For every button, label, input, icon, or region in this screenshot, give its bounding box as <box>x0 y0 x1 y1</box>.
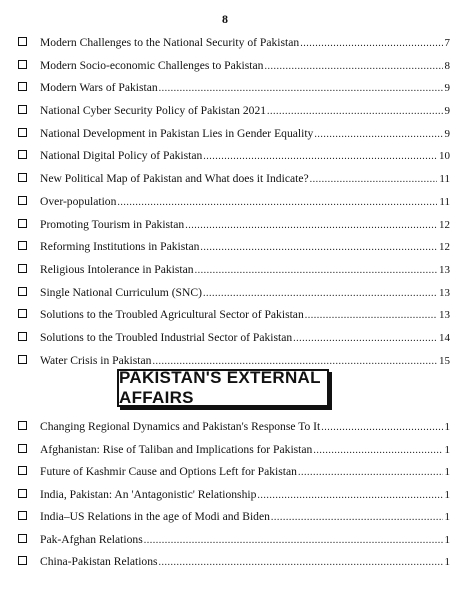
dot-leader <box>117 197 437 208</box>
toc-entry[interactable] <box>18 286 450 309</box>
toc-entry-page: 12 <box>439 241 450 254</box>
toc-entry-page: 1 <box>444 488 450 501</box>
toc-entry-title: National Development in Pakistan Lies in Gender Equality <box>40 126 314 140</box>
toc-entry-title: Future of Kashmir Cause and Options Left for Pakistan <box>40 465 297 478</box>
toc-entry-page: 7 <box>444 37 450 49</box>
toc-entry[interactable] <box>18 81 450 104</box>
checkbox-icon <box>18 556 27 565</box>
toc-entry[interactable] <box>18 195 450 218</box>
toc-entry[interactable] <box>18 510 450 533</box>
checkbox-icon <box>18 534 27 543</box>
toc-entry-title: India–US Relations in the age of Modi and Biden <box>40 510 270 523</box>
checkbox-icon <box>18 332 27 341</box>
checkbox-icon <box>18 355 27 364</box>
checkbox-icon <box>18 60 27 69</box>
toc-entry-title: New Political Map of Pakistan and What does it Indicate? <box>40 172 309 186</box>
toc-entry-page: 1 <box>444 421 450 433</box>
dot-leader <box>267 106 442 117</box>
toc-entry[interactable] <box>18 240 450 263</box>
toc-entry-page: 13 <box>439 309 450 322</box>
toc-entry[interactable] <box>18 488 450 511</box>
toc-entry-page: 10 <box>439 150 450 163</box>
toc-entry-title: Modern Socio-economic Challenges to Pakistan <box>40 58 264 72</box>
toc-entry[interactable] <box>18 59 450 82</box>
toc-internal-affairs <box>18 36 450 376</box>
dot-leader <box>293 333 437 344</box>
toc-entry[interactable] <box>18 420 450 443</box>
dot-leader <box>152 356 437 367</box>
checkbox-icon <box>18 37 27 46</box>
checkbox-icon <box>18 489 27 498</box>
toc-entry-title: Promoting Tourism in Pakistan <box>40 217 185 231</box>
checkbox-icon <box>18 264 27 273</box>
dot-leader <box>314 129 442 140</box>
toc-entry-page: 1 <box>444 556 450 568</box>
toc-entry-title: Modern Wars of Pakistan <box>40 81 158 95</box>
dot-leader <box>264 61 442 72</box>
toc-entry-page: 14 <box>439 331 450 344</box>
checkbox-icon <box>18 421 27 430</box>
dot-leader <box>159 83 443 94</box>
toc-entry-page: 12 <box>439 218 450 231</box>
toc-entry[interactable] <box>18 36 450 59</box>
checkbox-icon <box>18 309 27 318</box>
checkbox-icon <box>18 219 27 228</box>
toc-entry-title: Single National Curriculum (SNC) <box>40 285 202 299</box>
dot-leader <box>313 445 442 456</box>
dot-leader <box>271 512 443 523</box>
toc-entry[interactable] <box>18 149 450 172</box>
toc-entry-page: 13 <box>439 286 450 299</box>
dot-leader <box>305 310 437 321</box>
dot-leader <box>203 151 437 162</box>
toc-entry-title: Solutions to the Troubled Industrial Sector of Pakistan <box>40 330 293 344</box>
toc-entry-page: 9 <box>444 82 450 95</box>
dot-leader <box>298 467 443 478</box>
toc-entry[interactable] <box>18 555 450 578</box>
dot-leader <box>159 557 443 568</box>
toc-entry-title: Water Crisis in Pakistan <box>40 353 152 367</box>
checkbox-icon <box>18 241 27 250</box>
toc-entry-page: 9 <box>444 105 450 118</box>
checkbox-icon <box>18 287 27 296</box>
checkbox-icon <box>18 196 27 205</box>
toc-entry-page: 11 <box>439 173 450 186</box>
toc-entry[interactable] <box>18 443 450 466</box>
checkbox-icon <box>18 466 27 475</box>
toc-entry[interactable] <box>18 218 450 241</box>
checkbox-icon <box>18 105 27 114</box>
checkbox-icon <box>18 150 27 159</box>
toc-entry-title: Afghanistan: Rise of Taliban and Implications for Pakistan <box>40 442 313 456</box>
toc-external-affairs <box>18 420 450 578</box>
toc-entry-title: India, Pakistan: An 'Antagonistic' Relationship <box>40 487 257 501</box>
toc-entry-page: 13 <box>439 263 450 276</box>
checkbox-icon <box>18 511 27 520</box>
toc-entry[interactable] <box>18 308 450 331</box>
toc-entry-title: Solutions to the Troubled Agricultural Sector of Pakistan <box>40 308 304 322</box>
checkbox-icon <box>18 444 27 453</box>
toc-entry-title: Over-population <box>40 194 117 208</box>
section-heading: PAKISTAN'S EXTERNAL AFFAIRS <box>117 369 329 407</box>
toc-entry[interactable] <box>18 104 450 127</box>
toc-entry-title: National Cyber Security Policy of Pakistan 2021 <box>40 104 267 118</box>
checkbox-icon <box>18 82 27 91</box>
dot-leader <box>203 288 437 299</box>
toc-entry-title: Reforming Institutions in Pakistan <box>40 240 200 254</box>
checkbox-icon <box>18 128 27 137</box>
toc-entry[interactable] <box>18 172 450 195</box>
toc-entry-title: National Digital Policy of Pakistan <box>40 149 203 163</box>
toc-entry-page: 1 <box>444 443 450 456</box>
toc-entry-page: 15 <box>439 354 450 367</box>
dot-leader <box>310 174 438 185</box>
toc-entry-title: Changing Regional Dynamics and Pakistan's Response To It <box>40 420 321 433</box>
dot-leader <box>321 422 442 433</box>
toc-entry[interactable] <box>18 465 450 488</box>
dot-leader <box>195 265 437 276</box>
dot-leader <box>144 535 443 546</box>
toc-entry[interactable] <box>18 533 450 556</box>
toc-entry-title: China-Pakistan Relations <box>40 555 158 568</box>
toc-entry-page: 9 <box>444 127 450 140</box>
dot-leader <box>200 242 437 253</box>
checkbox-icon <box>18 173 27 182</box>
toc-entry[interactable] <box>18 127 450 150</box>
toc-entry-page: 11 <box>439 195 450 208</box>
toc-entry-page: 1 <box>444 511 450 523</box>
toc-entry-page: 8 <box>444 59 450 72</box>
toc-entry-page: 1 <box>444 533 450 546</box>
toc-entry-title: Pak-Afghan Relations <box>40 532 143 546</box>
toc-entry-title: Modern Challenges to the National Security of Pakistan <box>40 36 300 49</box>
page-number: 8 <box>222 12 228 26</box>
dot-leader <box>185 220 437 231</box>
toc-entry[interactable] <box>18 331 450 354</box>
toc-entry-title: Religious Intolerance in Pakistan <box>40 262 194 276</box>
toc-entry[interactable] <box>18 263 450 286</box>
dot-leader <box>257 490 442 501</box>
dot-leader <box>300 38 442 49</box>
toc-entry-page: 1 <box>444 466 450 478</box>
